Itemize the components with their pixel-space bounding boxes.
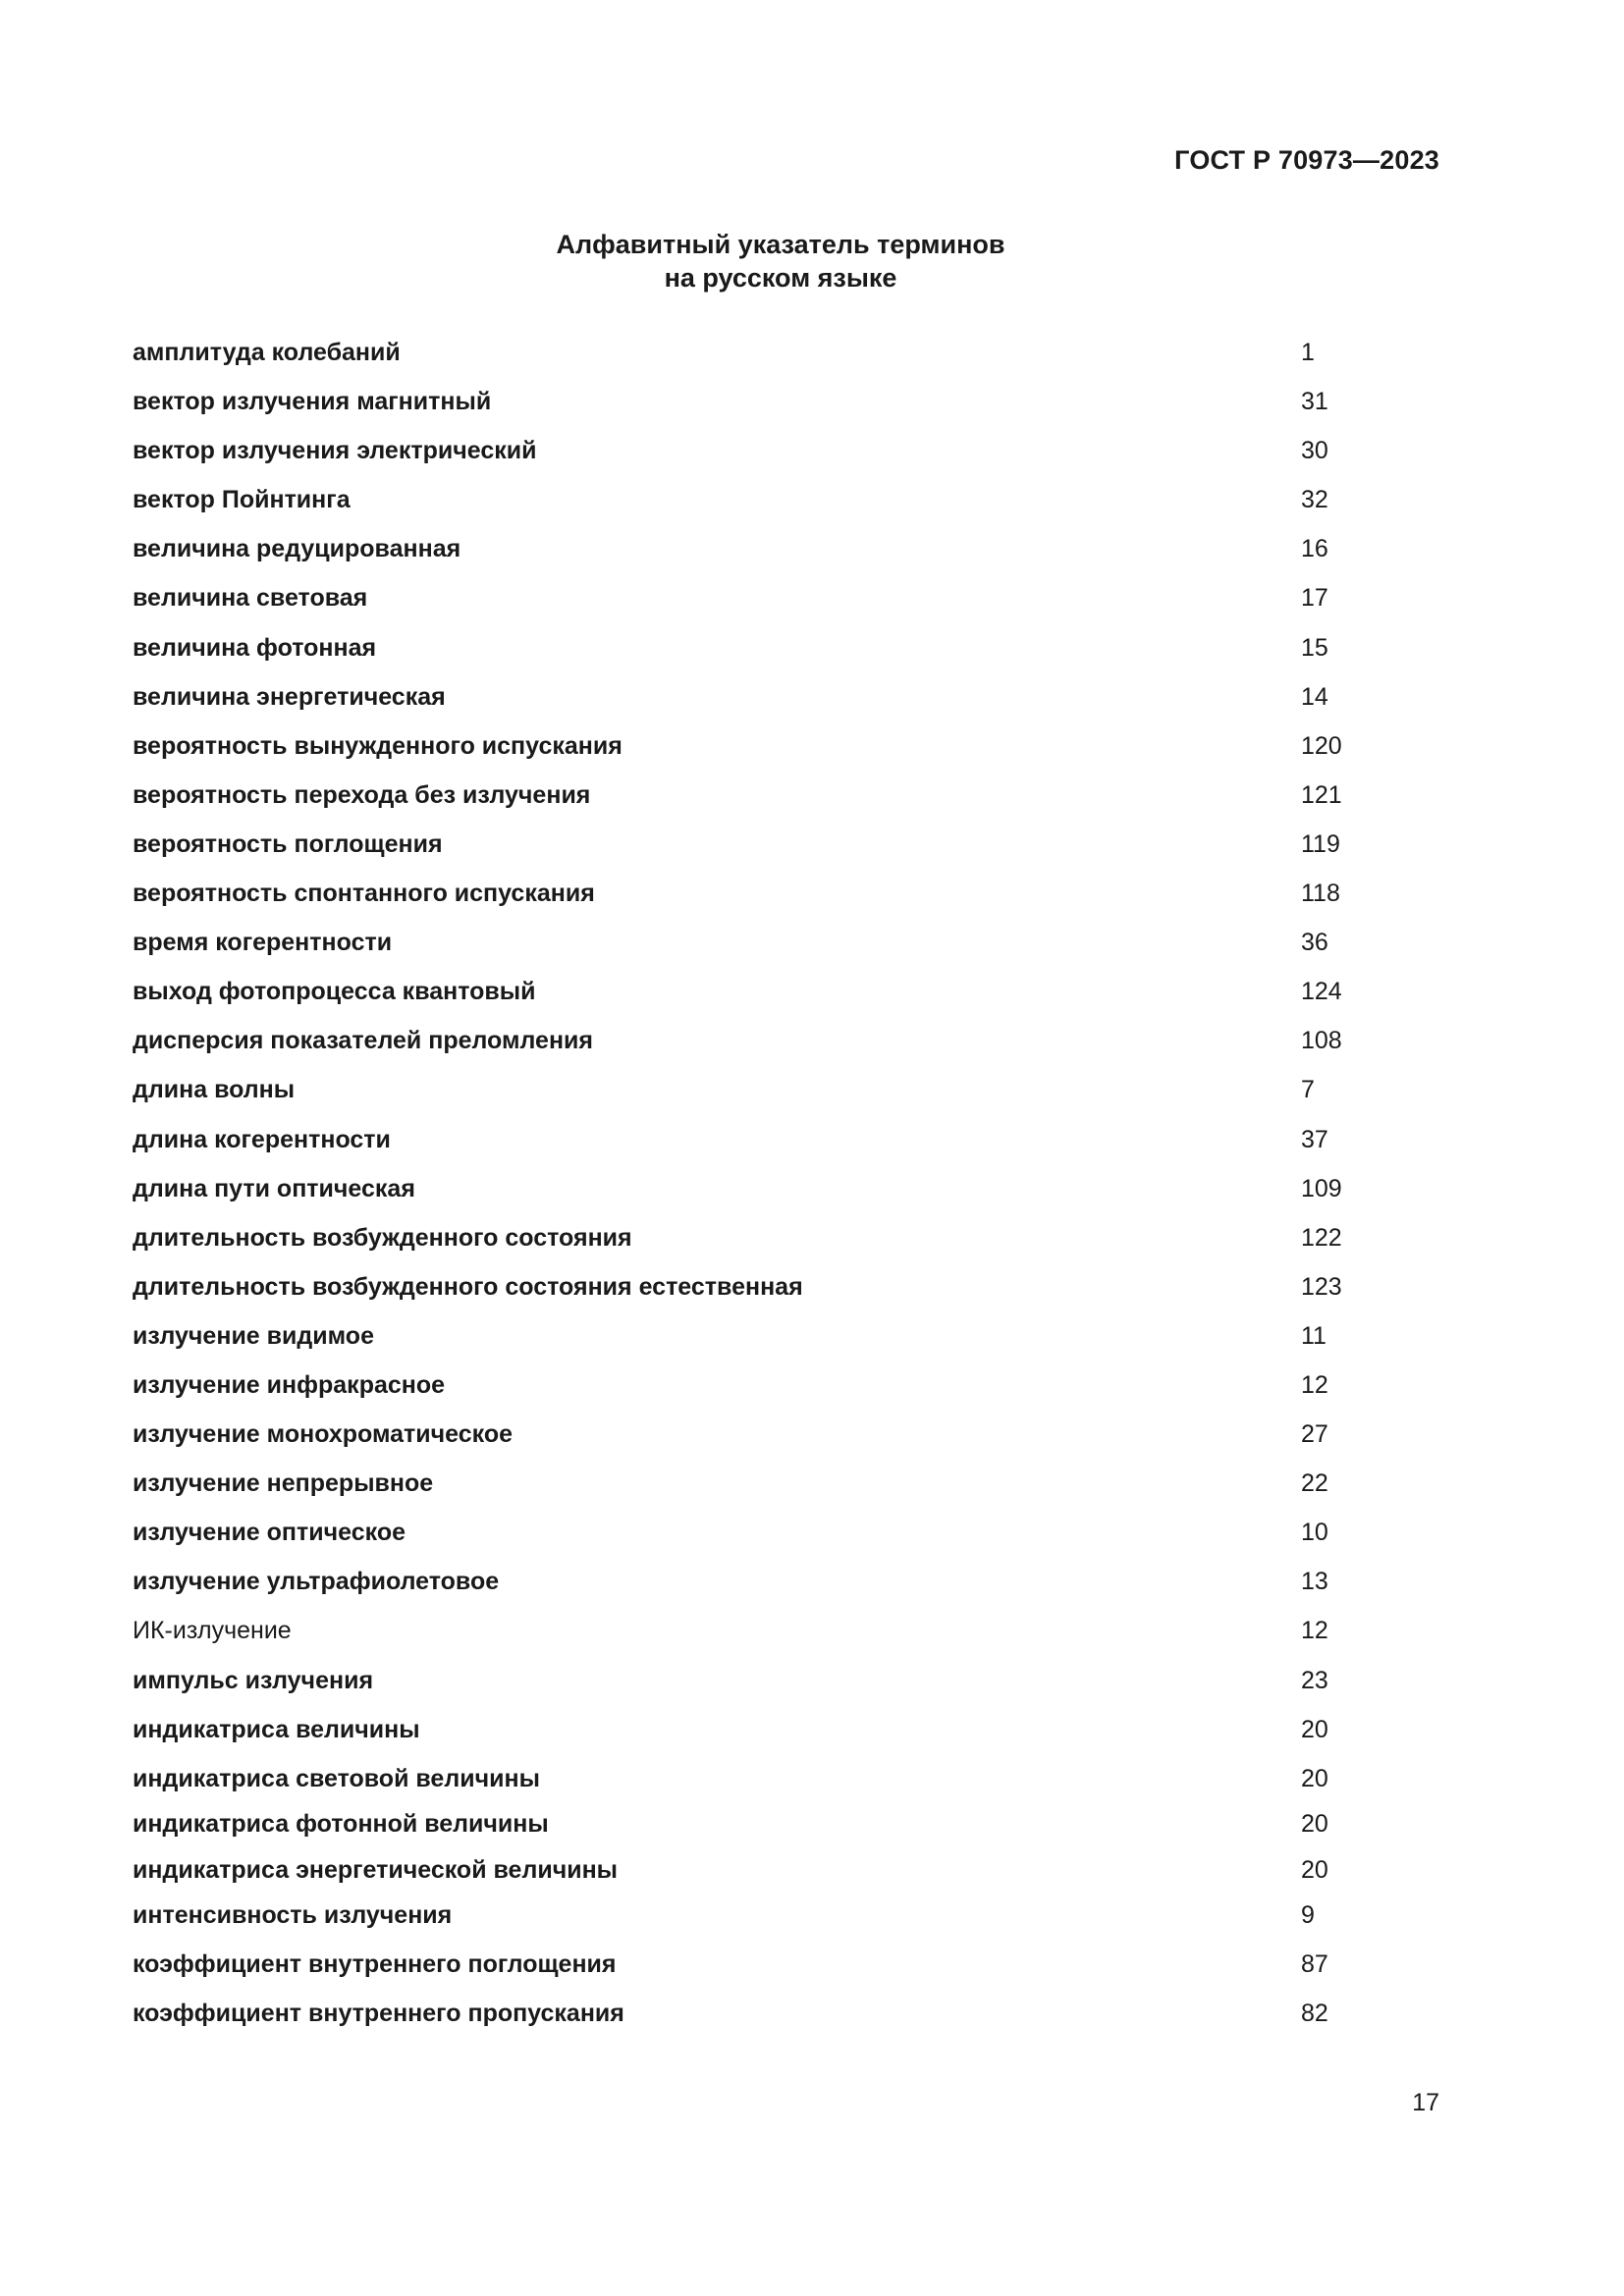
index-entry xyxy=(133,1565,1360,1614)
index-entry xyxy=(133,532,1360,581)
index-entry xyxy=(133,1664,1360,1713)
index-term-number: 14 xyxy=(1301,682,1328,711)
index-entry xyxy=(133,1073,1360,1122)
index-term: коэффициент внутреннего поглощения xyxy=(133,1950,617,1979)
index-term: индикатриса энергетической величины xyxy=(133,1855,619,1884)
index-term-number: 13 xyxy=(1301,1568,1328,1596)
index-term: длительность возбужденного состояния xyxy=(133,1223,632,1252)
index-entry xyxy=(133,926,1360,975)
index-term-number: 123 xyxy=(1301,1272,1342,1301)
index-term-number: 12 xyxy=(1301,1617,1328,1645)
index-term: величина фотонная xyxy=(133,633,377,662)
index-term-number: 20 xyxy=(1301,1715,1328,1743)
index-entry xyxy=(133,1024,1360,1073)
index-term: излучение монохроматическое xyxy=(133,1420,513,1449)
index-title xyxy=(0,228,1561,294)
index-term: индикатриса световой величины xyxy=(133,1764,540,1792)
index-entry xyxy=(133,1417,1360,1467)
index-term: величина световая xyxy=(133,584,368,613)
index-term-number: 27 xyxy=(1301,1420,1328,1449)
index-term-number: 109 xyxy=(1301,1174,1342,1202)
index-term-number: 16 xyxy=(1301,535,1328,563)
index-entry xyxy=(133,975,1360,1024)
index-term: импульс излучения xyxy=(133,1666,374,1694)
index-term: длина когерентности xyxy=(133,1125,391,1153)
index-term: выход фотопроцесса квантовый xyxy=(133,978,536,1006)
index-entry xyxy=(133,729,1360,778)
index-term-number: 121 xyxy=(1301,780,1342,809)
index-term: вероятность спонтанного испускания xyxy=(133,880,595,908)
index-term: вероятность вынужденного испускания xyxy=(133,731,623,760)
index-term-number: 108 xyxy=(1301,1027,1342,1055)
index-entry xyxy=(133,1898,1360,1948)
index-term-number: 20 xyxy=(1301,1810,1328,1839)
index-term: время когерентности xyxy=(133,929,393,957)
index-title-line-1: Алфавитный указатель терминов xyxy=(556,230,1005,259)
document-code: ГОСТ Р 70973—2023 xyxy=(1174,145,1439,175)
index-term-number: 120 xyxy=(1301,731,1342,760)
index-term-number: 17 xyxy=(1301,584,1328,613)
index-entry xyxy=(133,1172,1360,1221)
index-term-number: 30 xyxy=(1301,437,1328,465)
index-entry xyxy=(133,1807,1360,1853)
index-term: интенсивность излучения xyxy=(133,1901,453,1930)
index-term: вероятность перехода без излучения xyxy=(133,780,591,809)
index-term: излучение видимое xyxy=(133,1321,374,1350)
term-index-list xyxy=(133,336,1360,2047)
index-term-number: 82 xyxy=(1301,2000,1328,2028)
index-term-number: 20 xyxy=(1301,1855,1328,1884)
index-entry xyxy=(133,1948,1360,1997)
index-term-number: 118 xyxy=(1301,880,1340,908)
index-term-number: 23 xyxy=(1301,1666,1328,1694)
index-entry xyxy=(133,1614,1360,1663)
index-entry xyxy=(133,877,1360,926)
index-title-line-2: на русском языке xyxy=(664,263,897,293)
index-term: дисперсия показателей преломления xyxy=(133,1027,594,1055)
index-term: индикатриса величины xyxy=(133,1715,420,1743)
index-term-number: 7 xyxy=(1301,1076,1315,1104)
index-entry xyxy=(133,778,1360,828)
index-entry xyxy=(133,828,1360,877)
index-term: вектор Пойнтинга xyxy=(133,486,351,514)
index-term: длина пути оптическая xyxy=(133,1174,415,1202)
index-term: коэффициент внутреннего пропускания xyxy=(133,2000,624,2028)
index-term-number: 1 xyxy=(1301,339,1315,366)
index-entry xyxy=(133,336,1360,385)
index-term-number: 36 xyxy=(1301,929,1328,957)
index-entry xyxy=(133,483,1360,532)
index-entry xyxy=(133,1853,1360,1899)
index-term-number: 11 xyxy=(1301,1321,1326,1350)
index-term: амплитуда колебаний xyxy=(133,339,401,366)
index-term: излучение ультрафиолетовое xyxy=(133,1568,500,1596)
index-entry xyxy=(133,581,1360,630)
index-entry xyxy=(133,1516,1360,1565)
index-term-number: 87 xyxy=(1301,1950,1328,1979)
index-entry xyxy=(133,680,1360,729)
index-term-number: 9 xyxy=(1301,1901,1315,1930)
index-term-number: 22 xyxy=(1301,1469,1328,1498)
index-term-number: 20 xyxy=(1301,1764,1328,1792)
index-entry xyxy=(133,1467,1360,1516)
index-term: излучение инфракрасное xyxy=(133,1370,446,1399)
index-entry xyxy=(133,1319,1360,1368)
page-number: 17 xyxy=(1412,2089,1439,2116)
index-term: вектор излучения электрический xyxy=(133,437,537,465)
index-entry xyxy=(133,631,1360,680)
index-term: ИК-излучение xyxy=(133,1617,292,1645)
index-term-number: 122 xyxy=(1301,1223,1342,1252)
index-entry xyxy=(133,1221,1360,1270)
index-entry xyxy=(133,1762,1360,1808)
index-term: величина редуцированная xyxy=(133,535,461,563)
index-term-number: 37 xyxy=(1301,1125,1328,1153)
index-term-number: 31 xyxy=(1301,388,1328,416)
index-term-number: 32 xyxy=(1301,486,1328,514)
index-term-number: 15 xyxy=(1301,633,1328,662)
index-entry xyxy=(133,1368,1360,1417)
index-term: длительность возбужденного состояния естественная xyxy=(133,1272,803,1301)
index-term-number: 124 xyxy=(1301,978,1342,1006)
index-term: излучение оптическое xyxy=(133,1519,406,1547)
index-term: длина волны xyxy=(133,1076,296,1104)
index-term: величина энергетическая xyxy=(133,682,446,711)
index-term-number: 12 xyxy=(1301,1370,1328,1399)
index-entry xyxy=(133,1270,1360,1319)
index-entry xyxy=(133,385,1360,434)
index-entry xyxy=(133,1997,1360,2046)
index-term-number: 10 xyxy=(1301,1519,1328,1547)
index-term: вероятность поглощения xyxy=(133,829,443,858)
index-entry xyxy=(133,1123,1360,1172)
index-term: излучение непрерывное xyxy=(133,1469,434,1498)
index-term: индикатриса фотонной величины xyxy=(133,1810,549,1839)
index-term: вектор излучения магнитный xyxy=(133,388,492,416)
index-term-number: 119 xyxy=(1301,829,1340,858)
index-entry xyxy=(133,434,1360,483)
index-entry xyxy=(133,1713,1360,1762)
